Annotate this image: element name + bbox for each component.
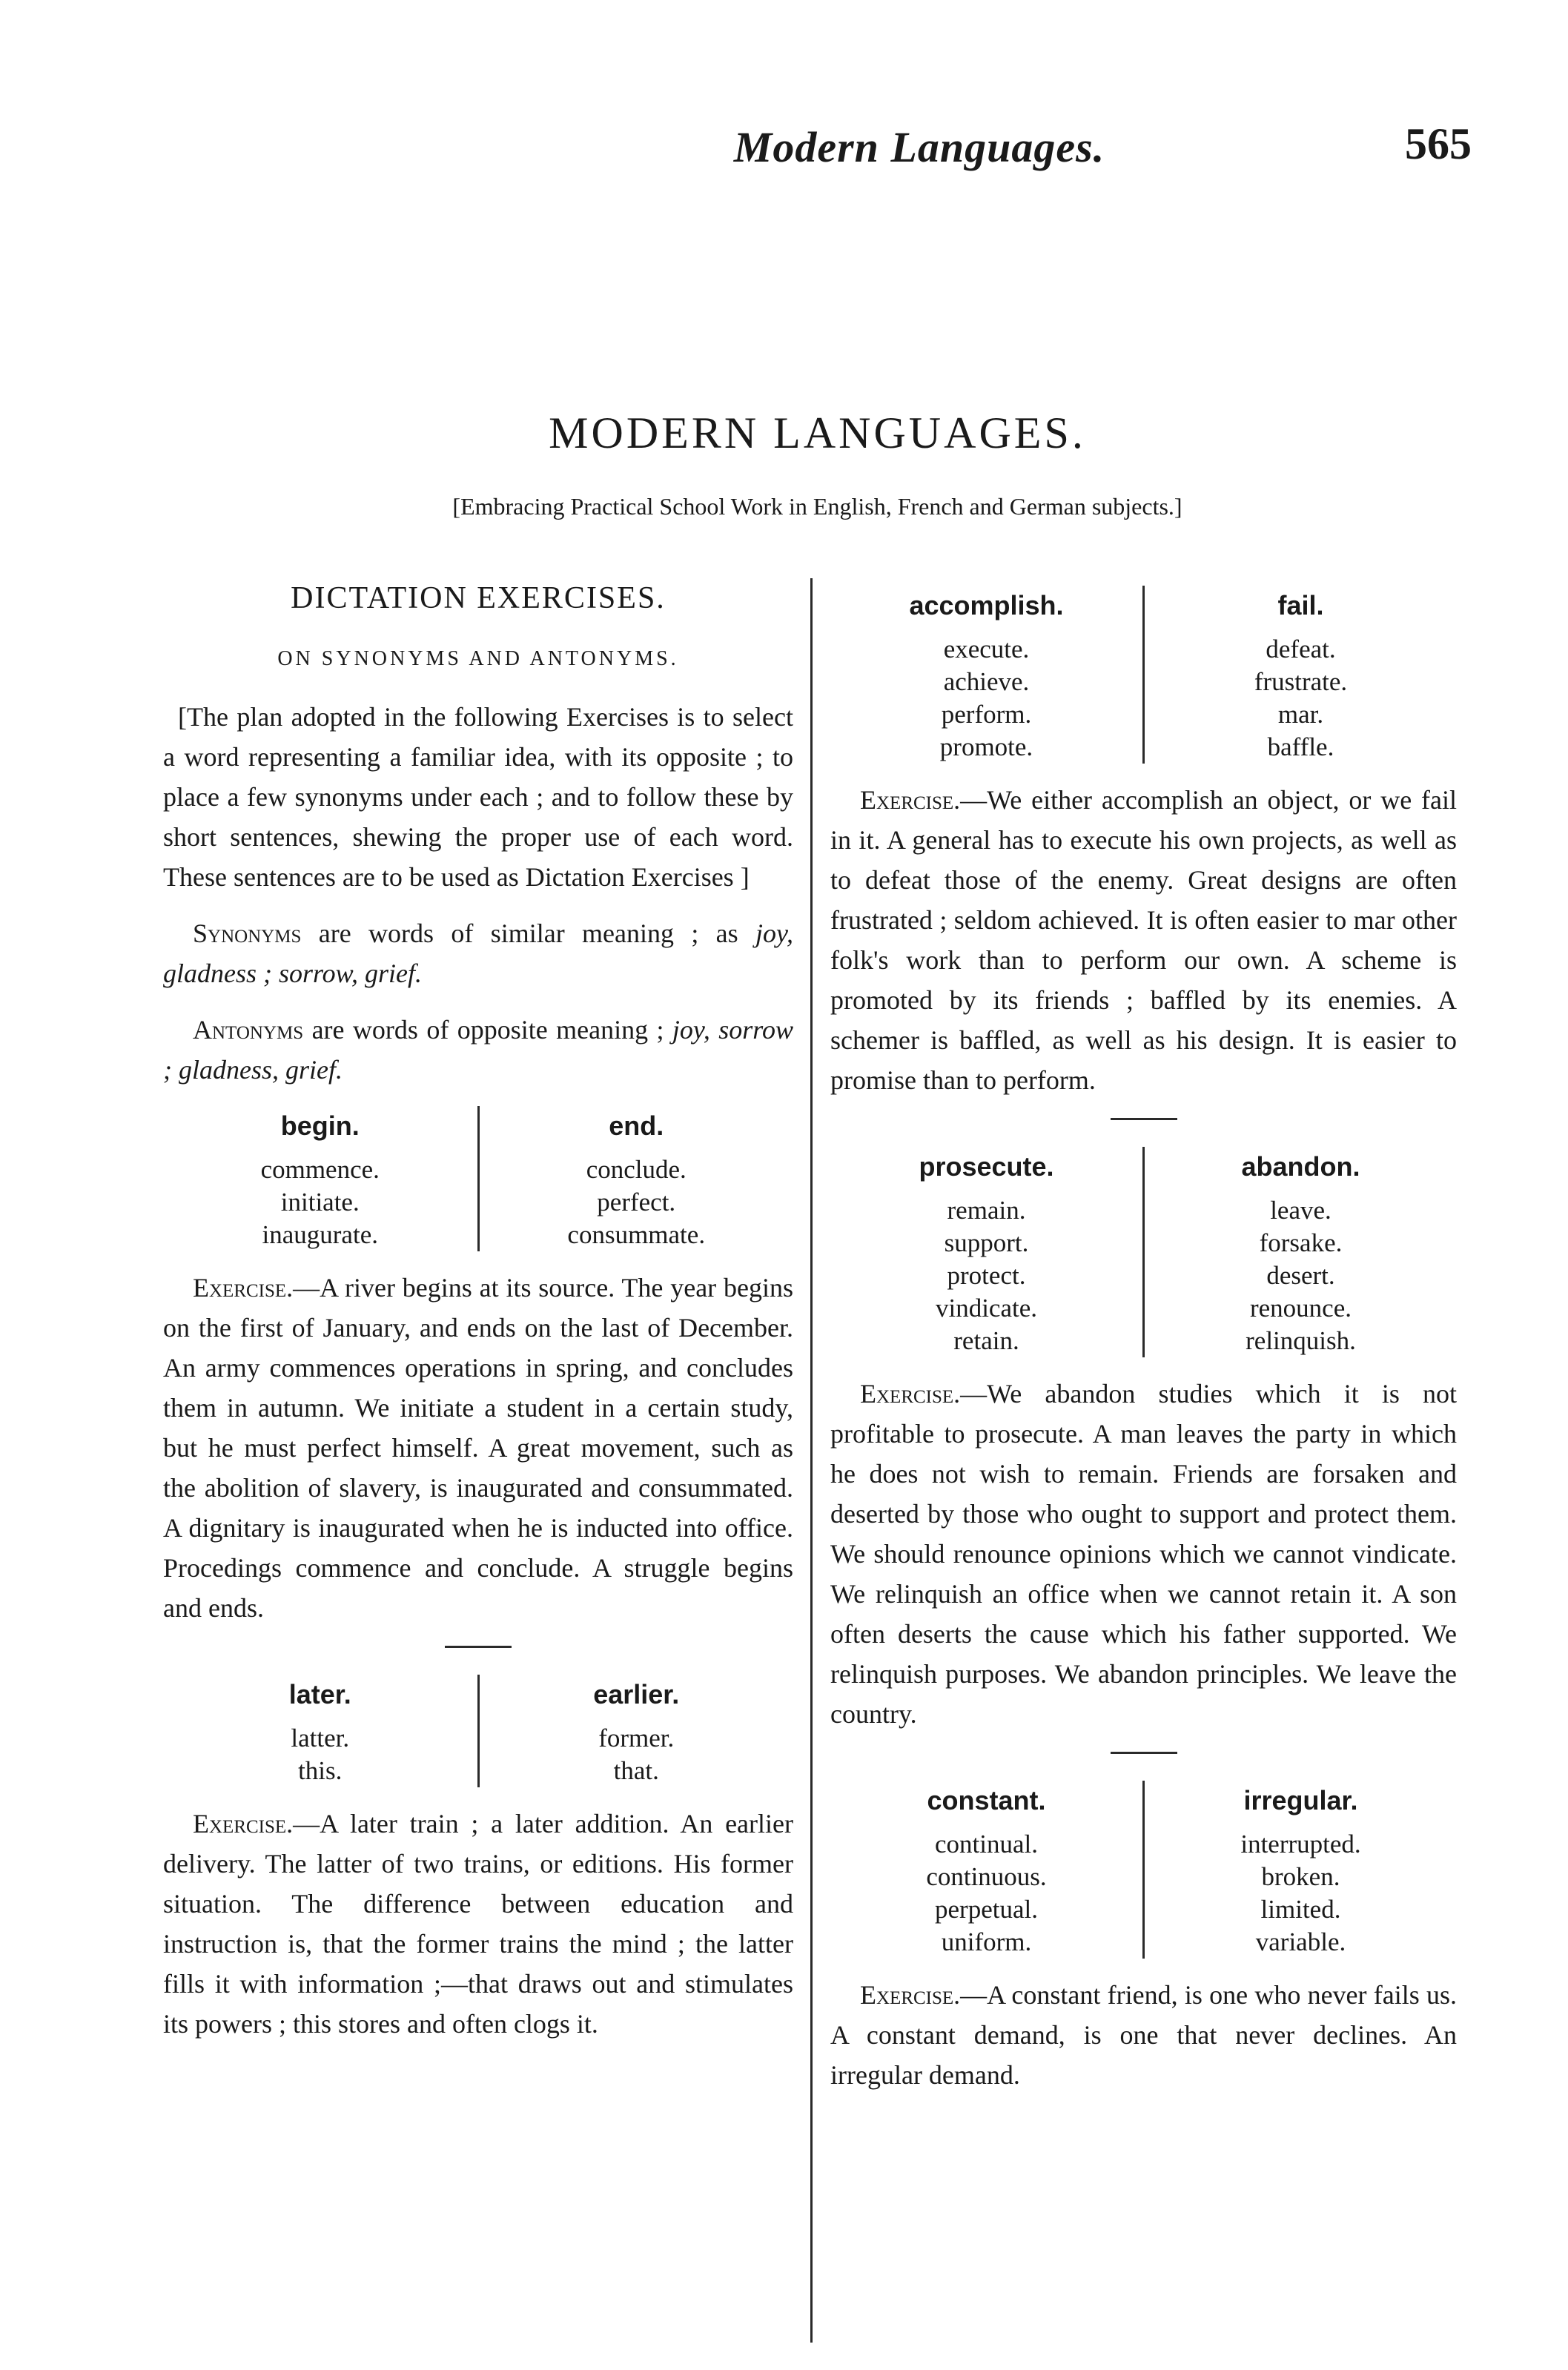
exercise-text: —We abandon studies which it is not profitable to prosecute. A man leaves the party in which he does not wish to remain. Friends are forsaken and deserted by those who ought to support and protect them. We should renounce opinions which we cannot vindicate. We relinquish an office when we cannot retain it. A son often deserts the cause which his father supported. We relinquish purposes. We abandon principles. We leave the country. (830, 1379, 1457, 1729)
antonym-column (1142, 586, 1457, 764)
word-table-constant-irregular (830, 1781, 1457, 1959)
synonym-item: remain. (947, 1196, 1026, 1225)
synonym-column (830, 1147, 1142, 1357)
synonym-list (178, 1153, 463, 1251)
intro-note: [The plan adopted in the following Exercises is to select a word representing a familiar idea, with its opposite ; to place a few synonyms under each ; and to follow these by short sentences, shewing the proper use of each word. These sentences are to be used as Dictation Exercises ] (163, 702, 793, 892)
dictation-subheading: ON SYNONYMS AND ANTONYMS. (277, 647, 679, 670)
synonym-column (830, 586, 1142, 764)
left-column (163, 578, 793, 2060)
synonym-item: perform. (941, 700, 1032, 729)
antonyms-examples: joy, sorrow ; gladness, grief. (163, 1015, 793, 1085)
exercise-label: Exercise. (860, 1980, 961, 2010)
word-head: begin. (280, 1110, 360, 1141)
antonym-column (1142, 1147, 1457, 1357)
synonym-item: commence. (260, 1155, 380, 1184)
antonyms-text: are words of opposite meaning ; (303, 1015, 672, 1045)
synonyms-text: are words of similar meaning ; as (301, 918, 755, 948)
antonym-item: baffle. (1267, 732, 1334, 761)
exercise-text: —We either accomplish an object, or we fail in it. A general has to execute his own projects, as well as to defeat those of the enemy. Great designs are often frustrated ; seldom achieved. It is often easier to mar other folk's work than to perform our own. A scheme is promoted by its friends ; baffled by its enemies. A schemer is baffled, as well as his design. It is easier to promise than to perform. (830, 785, 1457, 1095)
word-table-prosecute-abandon (830, 1147, 1457, 1357)
word-head: later. (288, 1679, 351, 1709)
word-table-accomplish-fail (830, 586, 1457, 764)
antonym-item: limited. (1260, 1895, 1341, 1924)
synonym-list (845, 633, 1128, 764)
antonym-list (1160, 1194, 1442, 1357)
antonym-item: frustrate. (1254, 667, 1348, 696)
antonym-item: broken. (1261, 1862, 1340, 1891)
antonyms-term: Antonyms (193, 1015, 304, 1045)
exercise-text: —A river begins at its source. The year begins on the first of January, and ends on the last of December. An army commences operations in spring, and concludes them in autumn. We initiate a student in a certain study, but he must perfect himself. A great movement, such as the abolition of slavery, is inaugurated and consummated. A dignitary is inaugurated when he is inducted into office. Procedings commence and conclude. A struggle begins and ends. (163, 1273, 793, 1623)
antonym-item: relinquish. (1246, 1326, 1356, 1355)
synonym-item: promote. (939, 732, 1033, 761)
section-rule (445, 1646, 512, 1648)
synonym-item: retain. (953, 1326, 1019, 1355)
section-rule (1111, 1118, 1177, 1120)
right-column (830, 578, 1457, 2111)
antonym-item: defeat. (1266, 635, 1336, 663)
word-head: prosecute. (919, 1151, 1054, 1182)
exercise-label: Exercise. (860, 1379, 961, 1409)
word-head: fail. (1277, 590, 1324, 620)
word-head: constant. (927, 1785, 1046, 1815)
antonym-item: variable. (1255, 1927, 1346, 1956)
synonym-item: initiate. (280, 1188, 360, 1217)
antonym-column (1142, 1781, 1457, 1959)
exercise-text: —A later train ; a later addition. An earlier delivery. The latter of two trains, or editions. His former situation. The difference between education and instruction is, that the former trains the mind ; the latter fills it with information ;—that draws out and stimulates its powers ; this stores and often clogs it. (163, 1809, 793, 2039)
antonym-item: perfect. (597, 1188, 676, 1217)
exercise-paragraph (830, 1374, 1457, 1734)
antonym-item: that. (613, 1756, 659, 1785)
word-table-later-earlier (163, 1675, 793, 1787)
exercise-paragraph (830, 780, 1457, 1100)
synonyms-examples: joy, gladness ; sorrow, grief. (163, 918, 793, 988)
antonym-column (477, 1675, 794, 1787)
word-table-begin-end (163, 1106, 793, 1251)
section-subtitle: [Embracing Practical School Work in English, French and German subjects.] (452, 493, 1182, 520)
antonym-list (494, 1153, 779, 1251)
synonym-item: uniform. (941, 1927, 1032, 1956)
antonym-item: renounce. (1249, 1294, 1352, 1323)
synonym-item: support. (944, 1228, 1029, 1257)
synonym-column (830, 1781, 1142, 1959)
exercise-text: —A constant friend, is one who never fails us. A constant demand, is one that never declines. An irregular demand. (830, 1980, 1457, 2090)
antonym-item: interrupted. (1240, 1830, 1361, 1858)
synonym-column (163, 1675, 477, 1787)
synonym-item: perpetual. (935, 1895, 1038, 1924)
exercise-paragraph (163, 1268, 793, 1628)
antonym-item: mar. (1277, 700, 1324, 729)
synonym-list (845, 1828, 1128, 1959)
antonym-column (477, 1106, 794, 1251)
antonym-item: consummate. (567, 1220, 706, 1249)
synonym-item: achieve. (943, 667, 1030, 696)
antonyms-definition (163, 1010, 793, 1090)
word-head: accomplish. (909, 590, 1064, 620)
exercise-paragraph (163, 1804, 793, 2044)
column-divider (810, 578, 813, 2343)
synonym-item: latter. (291, 1724, 350, 1752)
exercise-label: Exercise. (193, 1273, 294, 1302)
synonyms-definition (163, 913, 793, 993)
synonym-item: continuous. (926, 1862, 1047, 1891)
synonym-item: continual. (935, 1830, 1038, 1858)
word-head: abandon. (1241, 1151, 1360, 1182)
synonym-item: protect. (947, 1261, 1026, 1290)
exercise-paragraph (830, 1975, 1457, 2095)
antonym-item: conclude. (586, 1155, 687, 1184)
synonym-item: vindicate. (935, 1294, 1038, 1323)
antonym-list (1160, 633, 1442, 764)
section-title: MODERN LANGUAGES. (549, 408, 1086, 457)
synonyms-term: Synonyms (193, 918, 302, 948)
antonym-item: leave. (1270, 1196, 1332, 1225)
synonym-column (163, 1106, 477, 1251)
word-head: earlier. (593, 1679, 680, 1709)
synonym-item: inaugurate. (262, 1220, 378, 1249)
exercise-label: Exercise. (860, 785, 961, 815)
page-number: 565 (1405, 119, 1472, 168)
antonym-item: former. (598, 1724, 675, 1752)
synonym-list (845, 1194, 1128, 1357)
antonym-list (1160, 1828, 1442, 1959)
synonym-item: execute. (943, 635, 1030, 663)
synonym-item: this. (298, 1756, 343, 1785)
exercise-label: Exercise. (193, 1809, 294, 1838)
synonym-list (178, 1722, 463, 1787)
section-rule (1111, 1752, 1177, 1754)
word-head: irregular. (1243, 1785, 1358, 1815)
dictation-heading: DICTATION EXERCISES. (291, 581, 666, 615)
word-head: end. (609, 1110, 664, 1141)
antonym-list (494, 1722, 779, 1787)
running-head: Modern Languages. (733, 123, 1105, 171)
antonym-item: forsake. (1259, 1228, 1343, 1257)
antonym-item: desert. (1266, 1261, 1335, 1290)
